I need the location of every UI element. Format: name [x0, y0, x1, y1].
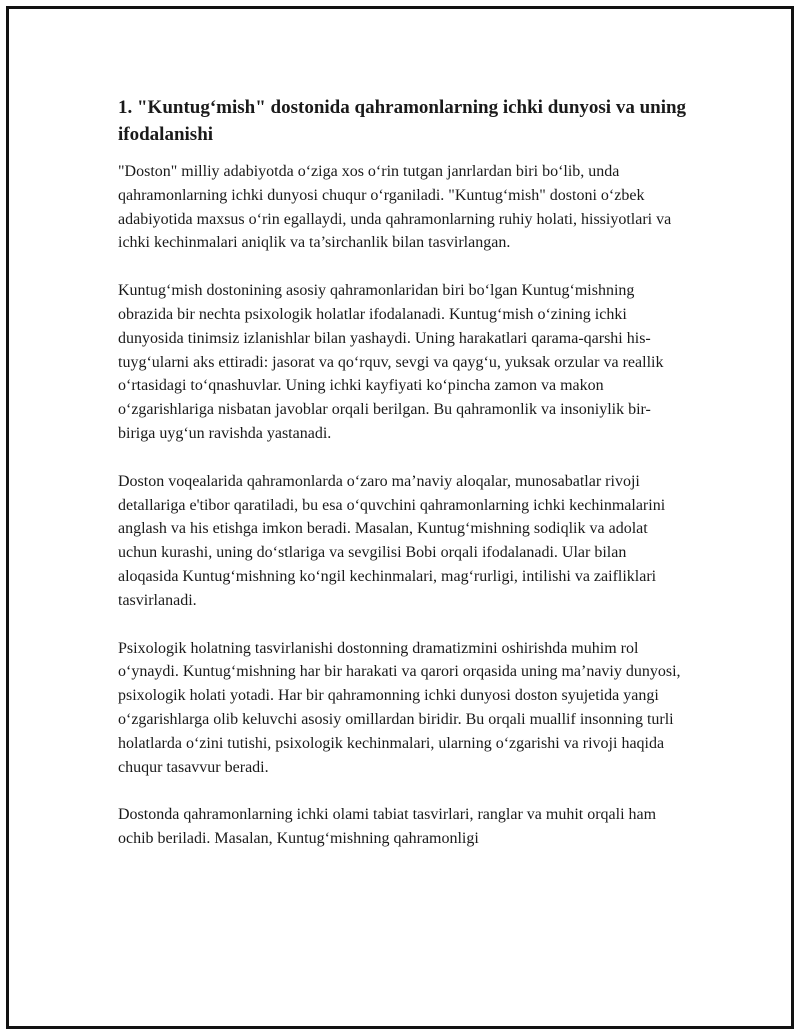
document-body	[118, 94, 688, 875]
paragraph-psychology: Psixologik holatning tasvirlanishi dostonning dramatizmini oshirishda muhim rol o‘ynaydi. Kuntug‘mishning har bir harakati va qarori orqasida uning ma’naviy dunyosi, psixologik holati yotadi. Har bir qahramonning ichki dunyosi doston syujetida yangi o‘zgarishlarga olib keluvchi asosiy omillardan biridir. Bu orqali muallif insonning turli holatlarda o‘zini tutishi, psixologik kechinmalari, ularning o‘zgarishi va rivoji haqida chuqur tasavvur beradi.	[118, 639, 681, 776]
paragraph-relations: Doston voqealarida qahramonlarda o‘zaro ma’naviy aloqalar, munosabatlar rivoji detallariga e'tibor qaratiladi, bu esa o‘quvchini qahramonlarning ichki kechinmalarini anglash va his etishga imkon beradi. Masalan, Kuntug‘mishning sodiqlik va adolat uchun kurashi, uning do‘stlariga va sevgilisi Bobi orqali ifodalanadi. Ular bilan aloqasida Kuntug‘mishning ko‘ngil kechinmalari, mag‘rurligi, intilishi va zaifliklari tasvirlanadi.	[118, 472, 666, 609]
paragraph-nature: Dostonda qahramonlarning ichki olami tabiat tasvirlari, ranglar va muhit orqali ham ochib beriladi. Masalan, Kuntug‘mishning qahramonligi	[118, 806, 657, 848]
section-heading: 1. "Kuntug‘mish" dostonida qahramonlarning ichki dunyosi va uning ifodalanishi	[118, 97, 687, 145]
paragraph-protagonist: Kuntug‘mish dostonining asosiy qahramonlaridan biri bo‘lgan Kuntug‘mishning obrazida bir nechta psixologik holatlar ifodalanadi. Kuntug‘mish o‘zining ichki dunyosida tinimsiz izlanishlar bilan yashaydi. Uning harakatlari qarama-qarshi his-tuyg‘ularni aks ettiradi: jasorat va qo‘rquv, sevgi va qayg‘u, yuksak orzular va reallik o‘rtasidagi to‘qnashuvlar. Uning ichki kayfiyati ko‘pincha zamon va makon o‘zgarishlariga nisbatan javoblar orqali berilgan. Bu qahramonlik va insoniylik bir-biriga uyg‘un ravishda yastanadi.	[118, 282, 664, 442]
paragraph-intro: "Doston" milliy adabiyotda o‘ziga xos o‘rin tutgan janrlardan biri bo‘lib, unda qahramonlarning ichki dunyosi chuqur o‘rganiladi. "Kuntug‘mish" dostoni o‘zbek adabiyotida maxsus o‘rin egallaydi, unda qahramonlarning ruhiy holati, hissiyotlari va ichki kechinmalari aniqlik va ta’sirchanlik bilan tasvirlangan.	[118, 163, 672, 252]
